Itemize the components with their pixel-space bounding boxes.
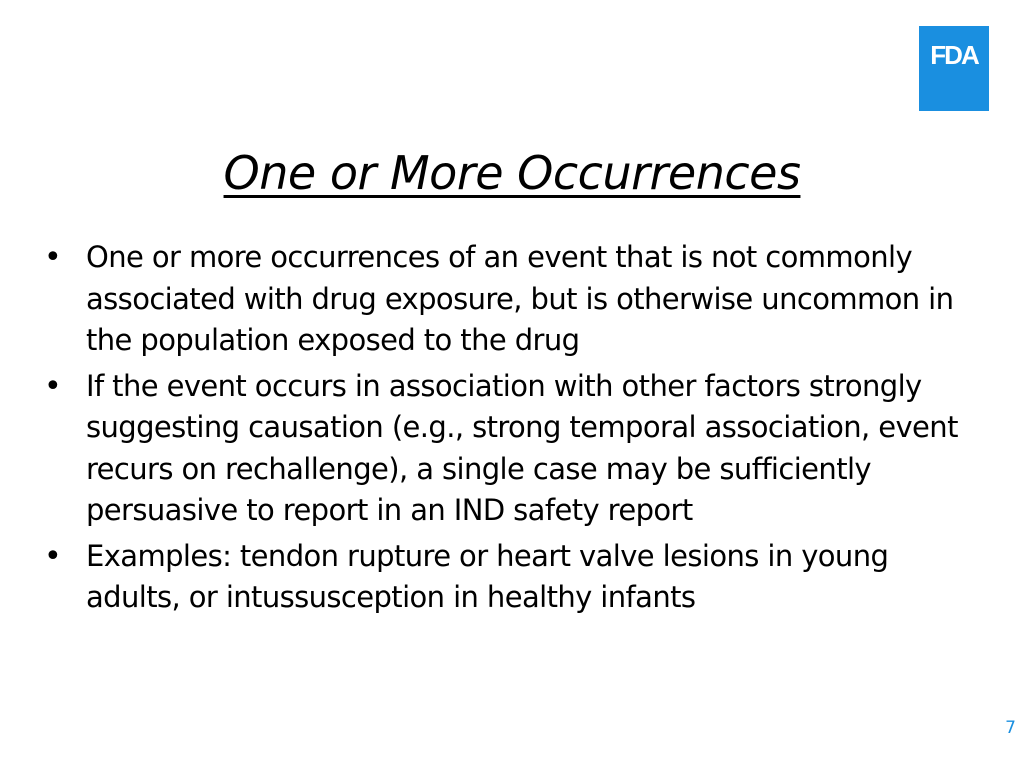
fda-logo (919, 26, 989, 111)
bullet-text: Examples: tendon rupture or heart valve lesions in young adults, or intussusception in healthy infants (86, 538, 889, 614)
fda-logo-text: FDA (930, 40, 978, 70)
bullet-item (40, 237, 990, 362)
bullet-item (40, 536, 990, 619)
slide-title-text: One or More Occurrences (223, 146, 801, 200)
bullet-list (40, 237, 990, 623)
slide-title (0, 143, 1024, 203)
bullet-icon: • (44, 368, 62, 404)
page-number: 7 (1005, 718, 1016, 738)
bullet-icon: • (44, 240, 62, 275)
bullet-text: If the event occurs in association with other factors strongly suggesting causation (e.g., strong temporal association, event recurs on rechallenge), a single case may be sufficiently persuasive to report in an IND safety report (86, 368, 958, 527)
bullet-text: One or more occurrences of an event that is not commonly associated with drug exposure, but is otherwise uncommon in the population exposed to the drug (86, 240, 954, 357)
bullet-icon: • (44, 538, 62, 574)
bullet-item (40, 366, 990, 532)
